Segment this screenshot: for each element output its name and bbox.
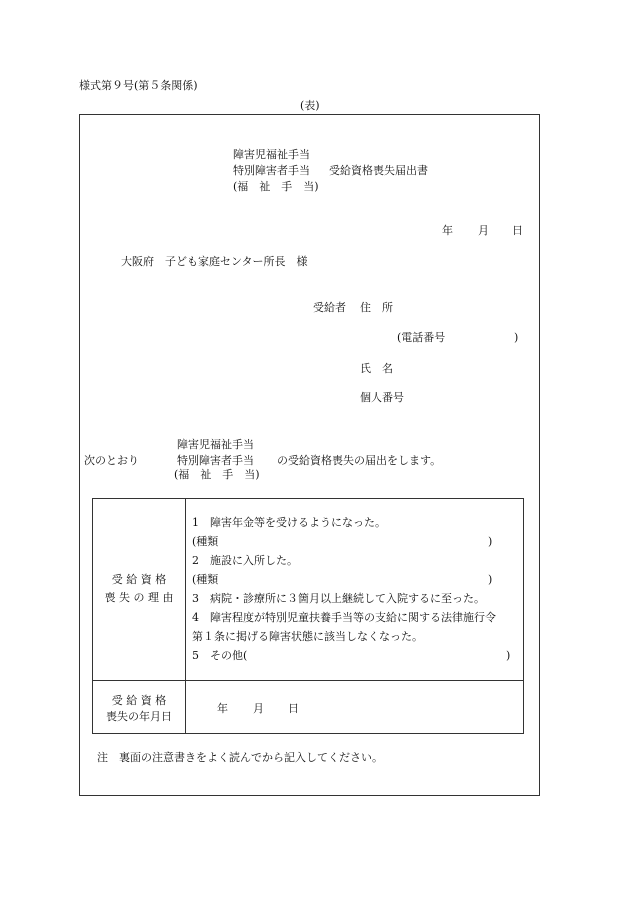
title-line-3: (福 祉 手 当) [233, 180, 319, 193]
note: 注 裏面の注意書きをよく読んでから記入してください。 [97, 751, 383, 764]
reason-item-4-cont: 第１条に掲げる障害状態に該当しなくなった。 [192, 630, 423, 643]
mynumber-label: 個人番号 [360, 391, 404, 404]
name-label: 氏 名 [360, 362, 393, 375]
table-divider-vertical [185, 499, 186, 733]
reason-item-1: 1 障害年金等を受けるようになった。 [192, 516, 386, 529]
table-divider-horizontal [93, 680, 523, 681]
form-title: 受給資格喪失届出書 [329, 164, 428, 177]
phone-label: (電話番号 [397, 331, 446, 344]
phone-close: ) [514, 331, 519, 344]
reason-item-5-close: ) [506, 649, 511, 662]
date-month: 月 [478, 224, 489, 237]
statement-line-2: 特別障害者手当 [177, 454, 254, 467]
loss-date-year: 年 [217, 702, 228, 715]
reason-item-4: 4 障害程度が特別児童扶養手当等の支給に関する法律施行令 [192, 611, 496, 624]
address-label: 住 所 [360, 301, 393, 314]
reason-label-1: 受 給 資 格 [111, 573, 167, 586]
reason-type-2: (種類 [192, 573, 219, 586]
title-line-2: 特別障害者手当 [233, 164, 310, 177]
reason-table [92, 498, 524, 734]
statement-line-3: (福 祉 手 当) [174, 468, 260, 481]
reason-item-2: 2 施設に入所した。 [192, 554, 298, 567]
statement-prefix: 次のとおり [84, 454, 139, 467]
statement-line-1: 障害児福祉手当 [177, 438, 254, 451]
loss-date-month: 月 [253, 702, 264, 715]
recipient-label: 受給者 [313, 301, 346, 314]
form-number: 様式第９号(第５条関係) [79, 79, 198, 92]
reason-item-5: 5 その他( [192, 649, 248, 662]
statement-suffix: の受給資格喪失の届出をします。 [277, 454, 442, 467]
date-day: 日 [512, 224, 523, 237]
reason-type-1-close: ) [488, 535, 493, 548]
title-line-1: 障害児福祉手当 [233, 148, 310, 161]
reason-type-2-close: ) [488, 573, 493, 586]
reason-label-2: 喪 失 の 理 由 [104, 591, 174, 604]
loss-date-day: 日 [288, 702, 299, 715]
reason-type-1: (種類 [192, 535, 219, 548]
date-label-1: 受 給 資 格 [111, 694, 167, 707]
side-label: (表) [300, 99, 320, 112]
reason-item-3: 3 病院・診療所に３箇月以上継続して入院するに至った。 [192, 592, 485, 605]
addressee: 大阪府 子ども家庭センター所長 様 [121, 255, 308, 268]
date-label-2: 喪失の年月日 [106, 710, 172, 723]
date-year: 年 [442, 224, 453, 237]
